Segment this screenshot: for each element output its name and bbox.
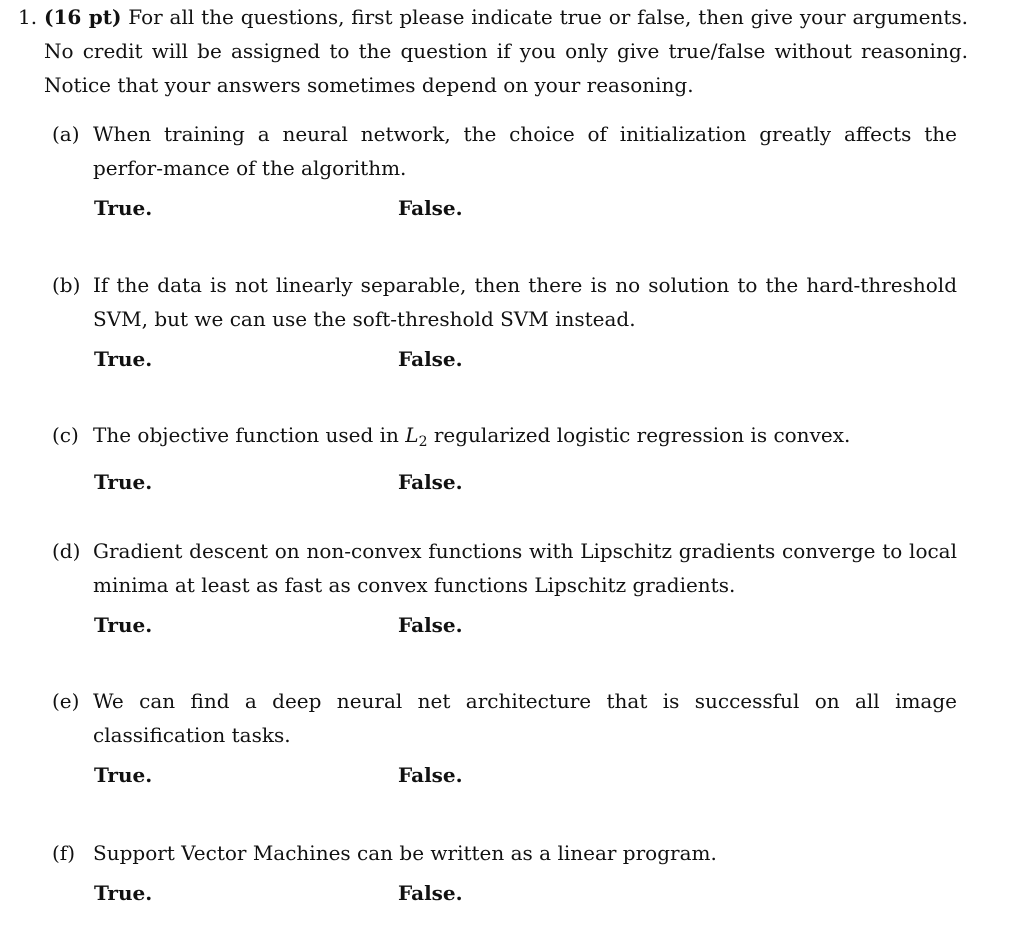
question-label: (a): [52, 122, 80, 146]
true-option[interactable]: True.: [94, 196, 153, 220]
problem-instructions-paragraph: [44, 0, 968, 102]
question-text-after: regularized logistic regression is convex.: [433, 423, 851, 447]
answer-options: [94, 191, 957, 225]
problem-1: [18, 0, 968, 102]
answer-options: [94, 758, 957, 792]
false-option[interactable]: False.: [398, 881, 463, 905]
answer-options: [94, 608, 957, 642]
question-text: When training a neural network, the choice of initialization greatly affects the perfor-mance of the algorithm.: [93, 122, 957, 180]
question-b: [52, 268, 957, 376]
false-option[interactable]: False.: [398, 613, 463, 637]
question-text-before: The objective function used in: [93, 423, 399, 447]
false-option[interactable]: False.: [398, 470, 463, 494]
question-text: We can find a deep neural net architecture that is successful on all image classification tasks.: [93, 689, 957, 747]
true-option[interactable]: True.: [94, 347, 153, 371]
answer-options: [94, 876, 957, 910]
problem-points: (16 pt): [44, 5, 122, 29]
question-label: (e): [52, 689, 80, 713]
question-e: [52, 684, 957, 792]
question-label: (f): [52, 841, 76, 865]
answer-options: [94, 342, 957, 376]
false-option[interactable]: False.: [398, 196, 463, 220]
problem-number: 1.: [18, 5, 38, 29]
math-variable: L: [405, 423, 419, 447]
question-text: If the data is not linearly separable, then there is no solution to the hard-threshold SVM, but we can use the soft-threshold SVM instead.: [93, 273, 957, 331]
problem-instructions: For all the questions, first please indicate true or false, then give your arguments. No credit will be assigned to the question if you only give true/false without reasoning. Notice that your answers sometimes depend on your reasoning.: [44, 5, 968, 97]
question-f: [52, 836, 957, 910]
true-option[interactable]: True.: [94, 470, 153, 494]
question-a: [52, 117, 957, 225]
question-text: [93, 418, 957, 459]
question-label: (b): [52, 273, 81, 297]
math-subscript: 2: [418, 434, 428, 450]
false-option[interactable]: False.: [398, 763, 463, 787]
true-option[interactable]: True.: [94, 881, 153, 905]
false-option[interactable]: False.: [398, 347, 463, 371]
true-option[interactable]: True.: [94, 613, 153, 637]
question-text: Support Vector Machines can be written as a linear program.: [93, 841, 717, 865]
true-option[interactable]: True.: [94, 763, 153, 787]
question-label: (c): [52, 423, 79, 447]
question-label: (d): [52, 539, 81, 563]
question-d: [52, 534, 957, 642]
question-c: [52, 418, 957, 499]
question-text: Gradient descent on non-convex functions with Lipschitz gradients converge to local minima at least as fast as convex functions Lipschitz gradients.: [93, 539, 957, 597]
answer-options: [94, 465, 957, 499]
